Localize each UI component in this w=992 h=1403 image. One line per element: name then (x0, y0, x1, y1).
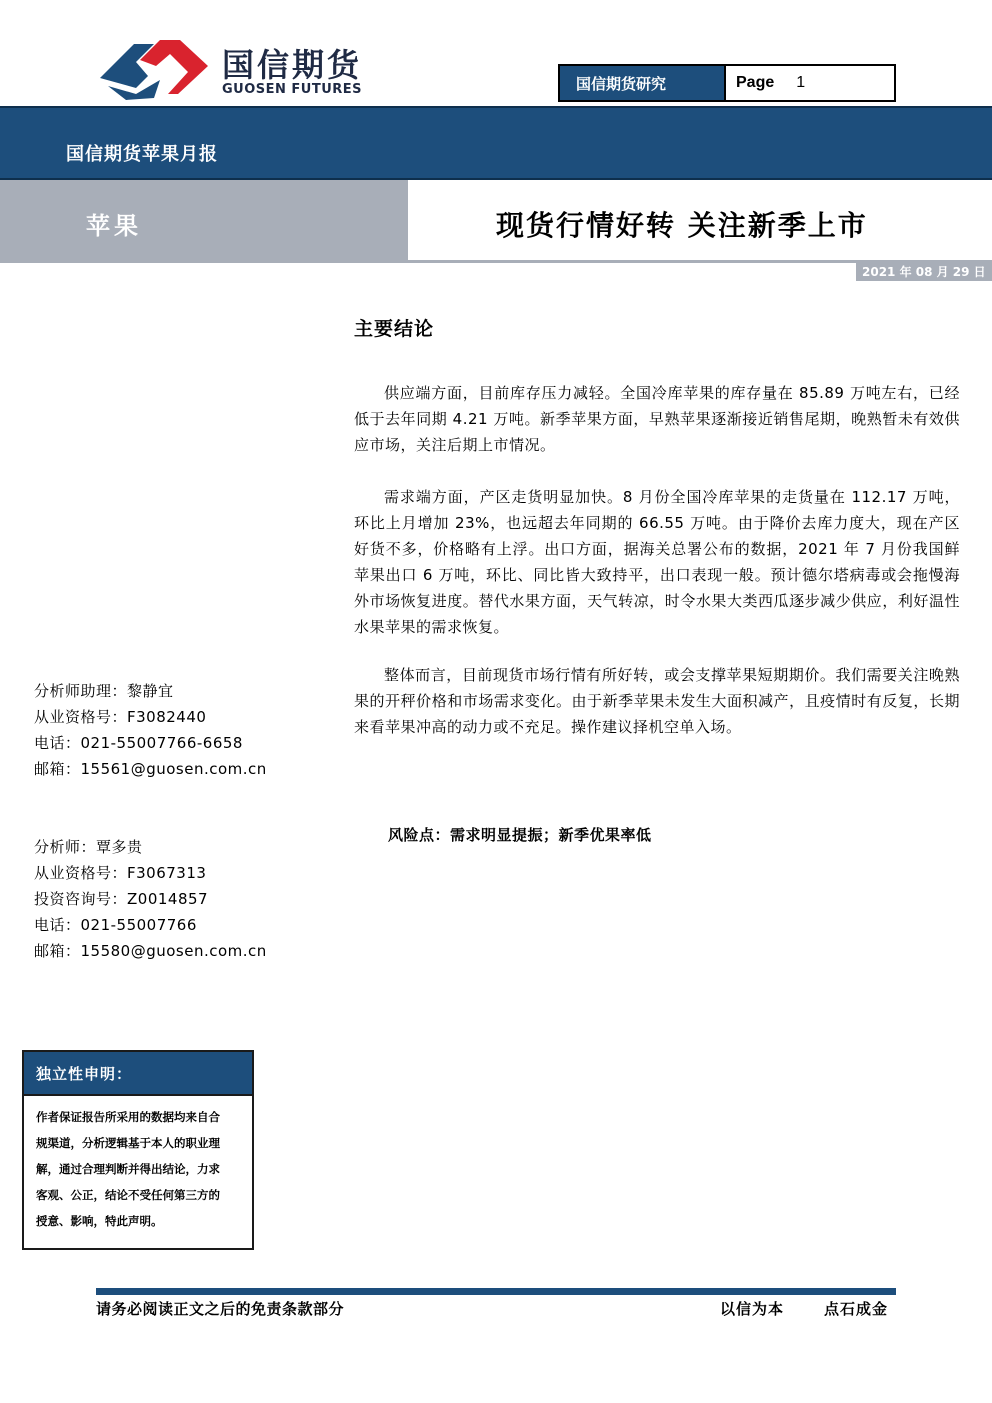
analyst-assistant-info (34, 678, 267, 782)
guosen-logo-icon (96, 36, 212, 102)
independence-title: 独立性申明： (24, 1052, 252, 1096)
report-headline: 现货行情好转 关注新季上市 (496, 209, 868, 242)
independence-line: 授意、影响，特此声明。 (36, 1214, 163, 1228)
analyst-email: 邮箱：15580@guosen.com.cn (34, 942, 267, 960)
analyst-license: 从业资格号：F3067313 (34, 864, 207, 882)
report-title: 国信期货苹果月报 (66, 144, 218, 165)
page-label: Page (736, 74, 775, 91)
analyst-phone: 电话：021-55007766 (34, 916, 197, 934)
page-number-box (726, 66, 894, 100)
analyst-license: 从业资格号：F3082440 (34, 708, 207, 726)
page-number: 1 (796, 74, 806, 91)
category-label: 苹果 (86, 212, 142, 240)
paragraph-supply: 供应端方面，目前库存压力减轻。全国冷库苹果的库存量在 85.89 万吨左右，已经低于去年同期 4.21 万吨。新季苹果方面，早熟苹果逐渐接近销售尾期，晚熟暂未有效供应市场，关注后期上市情况。 (354, 384, 960, 454)
research-label: 国信期货研究 (560, 66, 726, 100)
section-title: 主要结论 (354, 318, 435, 340)
independence-line: 客观、公正，结论不受任何第三方的 (36, 1188, 220, 1202)
footer-motto-1: 以信为本 (720, 1300, 785, 1318)
category-block (0, 180, 408, 262)
analyst-phone: 电话：021-55007766-6658 (34, 734, 243, 752)
category-divider (0, 260, 992, 263)
logo-english-name: GUOSEN FUTURES (222, 82, 363, 97)
analyst-email: 邮箱：15561@guosen.com.cn (34, 760, 267, 778)
analyst-role: 分析师助理：黎静宜 (34, 682, 174, 700)
footer-divider (96, 1288, 896, 1295)
disclaimer-notice: 请务必阅读正文之后的免责条款部分 (96, 1300, 345, 1318)
report-date: 2021 年 08 月 29 日 (856, 262, 992, 281)
footer-motto-2: 点石成金 (824, 1300, 889, 1318)
independence-line: 作者保证报告所采用的数据均来自合 (36, 1110, 220, 1124)
independence-statement-box (22, 1050, 254, 1250)
paragraph-demand: 需求端方面，产区走货明显加快。8 月份全国冷库苹果的走货量在 112.17 万吨，环比上月增加 23%，也远超去年同期的 66.55 万吨。由于降价去库力度大，现在产区好货不多，价格略有上浮。出口方面，据海关总署公布的数据，2021 年 7 月份我国鲜苹果出口 6 万吨，环比、同比皆大致持平，出口表现一般。预计德尔塔病毒或会拖慢海外市场恢复进度。替代水果方面，天气转凉，时令水果大类西瓜逐步减少供应，利好温性水果苹果的需求恢复。 (354, 488, 960, 636)
logo-chinese-name: 国信期货 (222, 46, 363, 84)
risk-points: 风险点：需求明显提振；新季优果率低 (388, 826, 652, 844)
analyst-role: 分析师：覃多贵 (34, 838, 143, 856)
paragraph-summary: 整体而言，目前现货市场行情有所好转，或会支撑苹果短期期价。我们需要关注晚熟果的开秤价格和市场需求变化。由于新季苹果未发生大面积减产，且疫情时有反复，长期来看苹果冲高的动力或不充足。操作建议择机空单入场。 (354, 666, 960, 736)
independence-line: 解，通过合理判断并得出结论，力求 (36, 1162, 220, 1176)
analyst-consult-number: 投资咨询号：Z0014857 (34, 890, 209, 908)
independence-line: 规渠道，分析逻辑基于本人的职业理 (36, 1136, 220, 1150)
analyst-info (34, 834, 267, 964)
page-indicator (558, 64, 896, 102)
independence-body (24, 1096, 252, 1234)
